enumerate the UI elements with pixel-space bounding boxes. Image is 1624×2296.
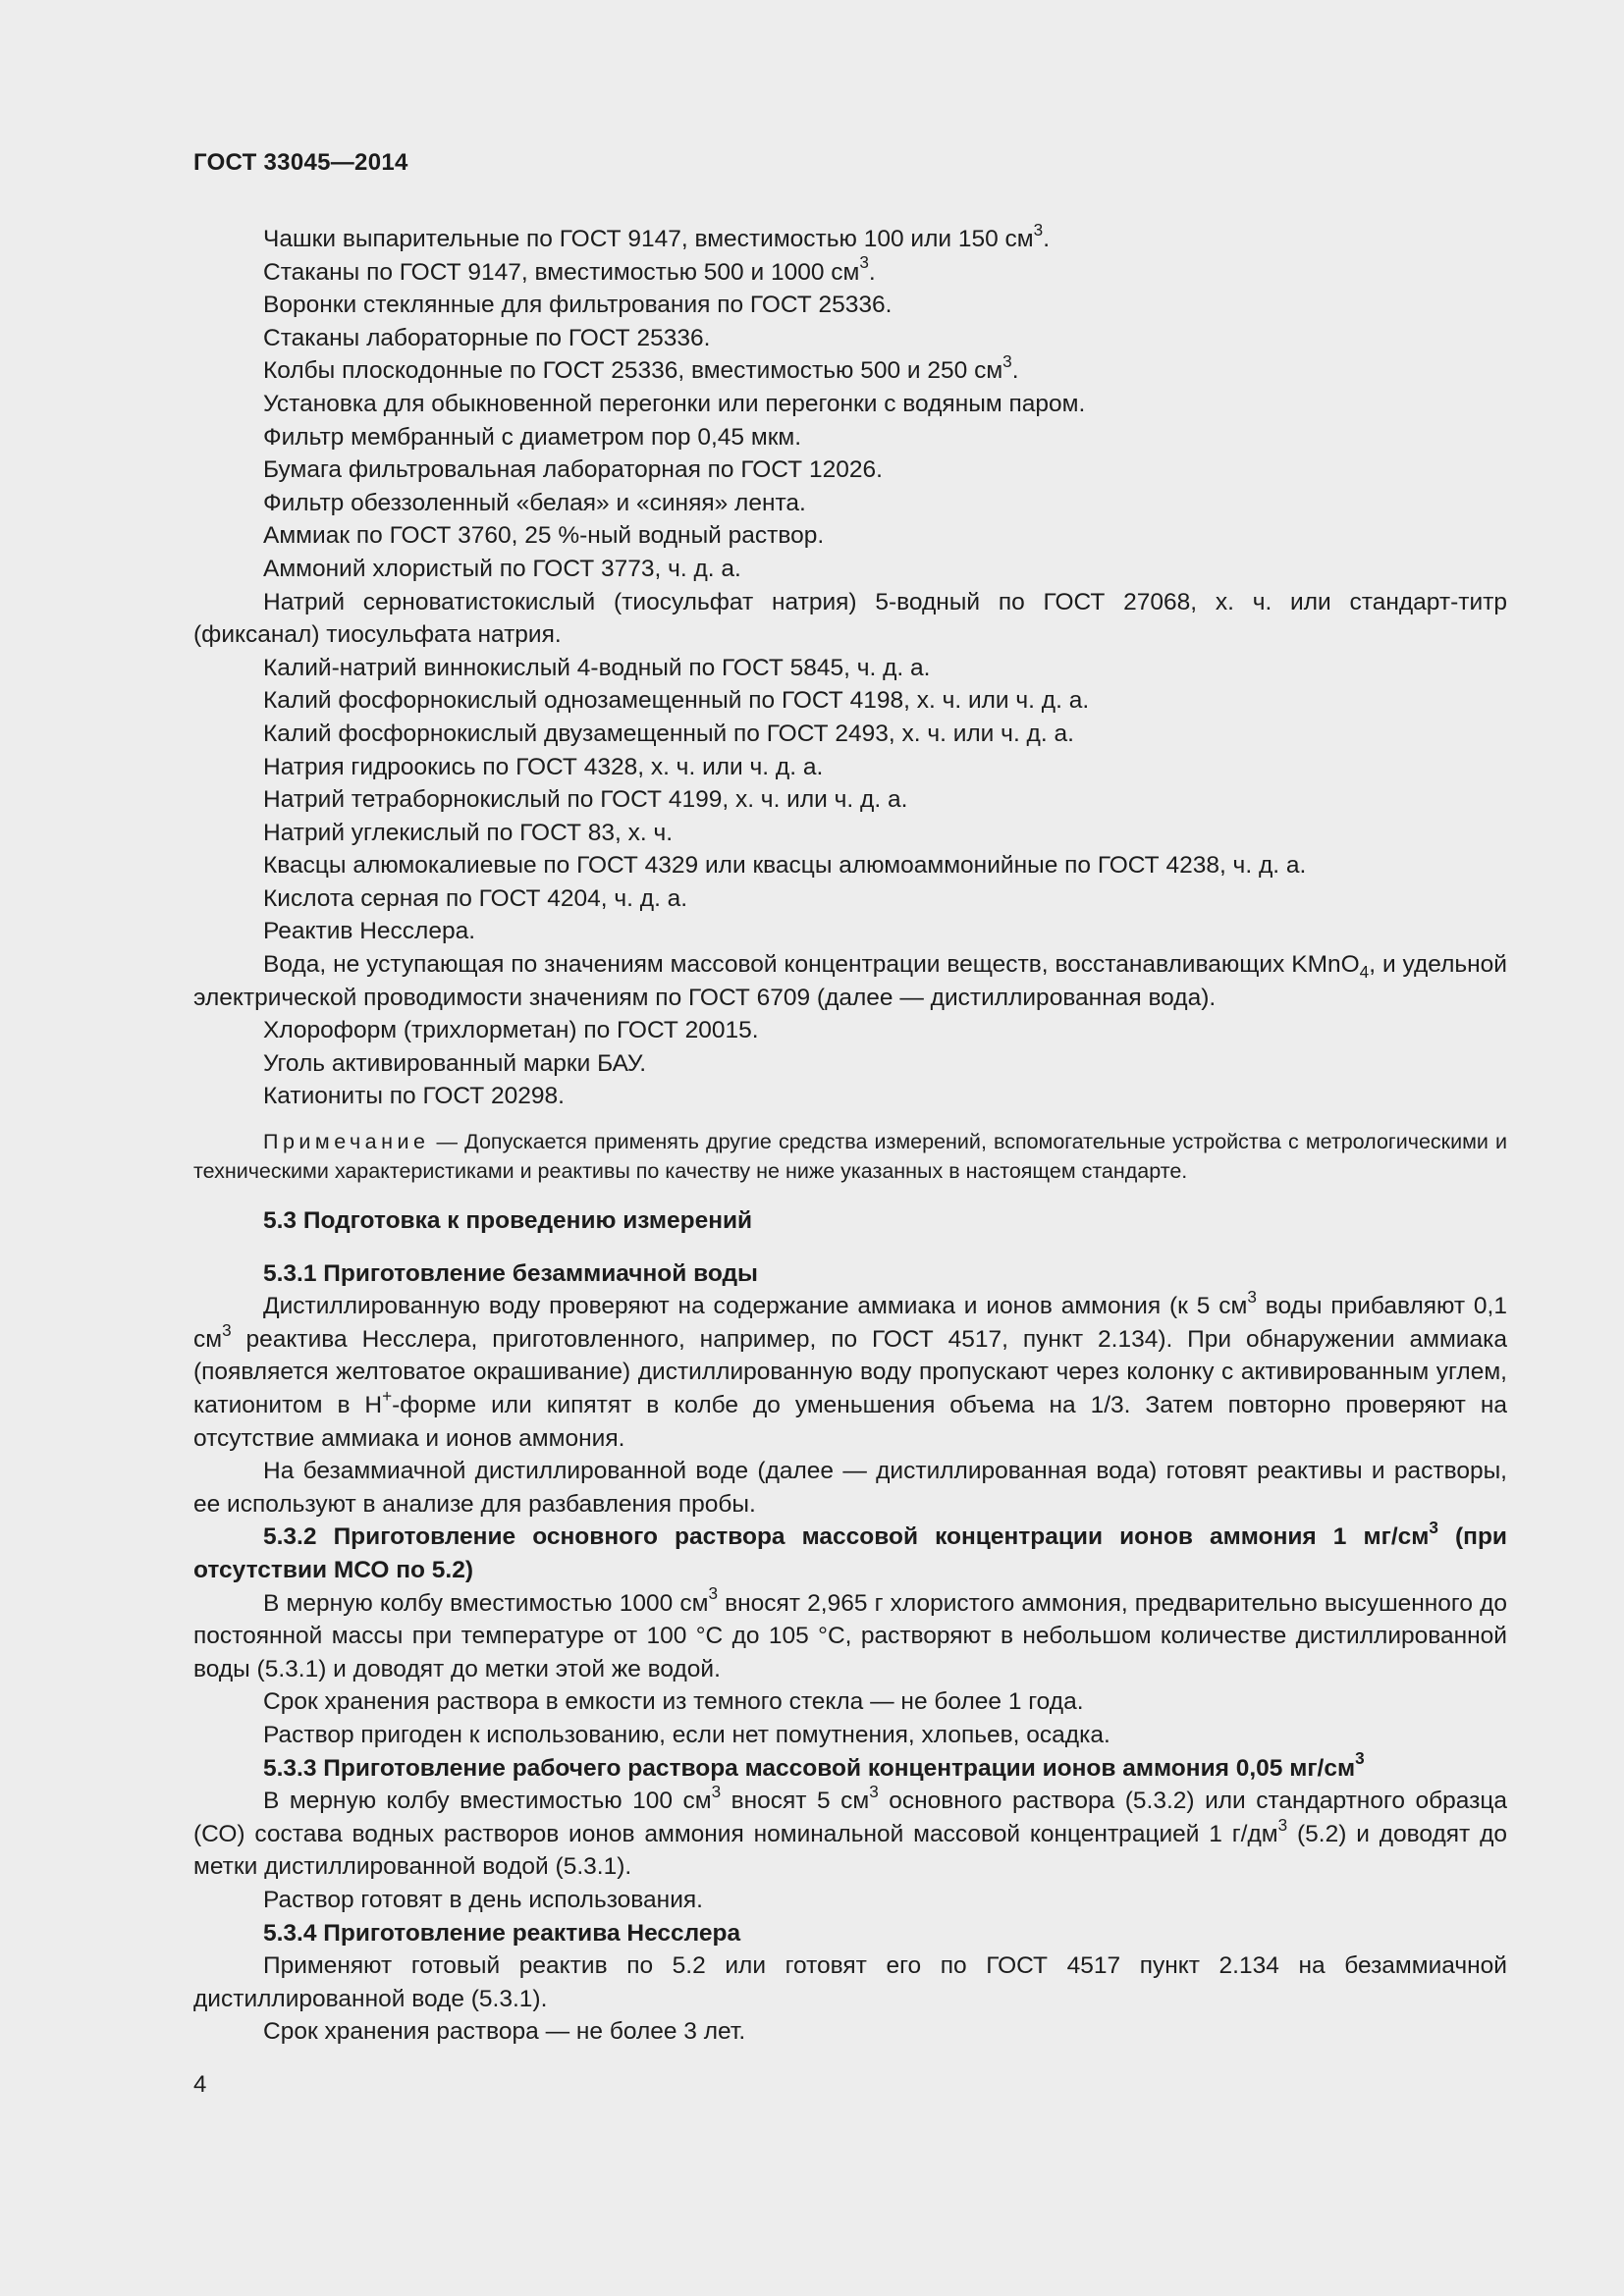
section-heading-5-3-2: 5.3.2 Приготовление основного раствора массовой концентрации ионов аммония 1 $мг/см^3$ (при отсутствии МСО по 5.2) [193, 1518, 1507, 1583]
list-item: Аммоний хлористый по ГОСТ 3773, ч. д. а. [263, 555, 741, 582]
page-number: 4 [193, 2071, 207, 2098]
list-item: Вода, не уступающая по значениям массовой концентрации веществ, восстанавливающих KMnO$_4$, и удельной электрической проводимости значениям по ГОСТ 6709 (далее — дистиллированная вода). [193, 951, 1507, 1011]
list-item: Стаканы по ГОСТ 9147, вместимостью 500 и 1000 $см^3$. [263, 252, 876, 286]
list-item: Стаканы лабораторные по ГОСТ 25336. [263, 324, 711, 351]
list-item: Колбы плоскодонные по ГОСТ 25336, вместимостью 500 и 250 $см^3$. [263, 351, 1019, 385]
section-heading-5-3: 5.3 Подготовка к проведению измерений [263, 1207, 753, 1235]
note-paragraph: Примечание — Допускается применять другие средства измерений, вспомогательные устройства с метрологическими и техническими характеристиками и реактивы по качеству не ниже указанных в настоящем стандарте. [193, 1130, 1507, 1183]
document-header: ГОСТ 33045—2014 [193, 149, 408, 176]
list-item: Хлороформ (трихлорметан) по ГОСТ 20015. [263, 1017, 759, 1044]
list-item: Чашки выпарительные по ГОСТ 9147, вместимостью 100 или 150 $см^3$. [263, 219, 1051, 252]
paragraph: В мерную колбу вместимостью 100 $см^3$ вносят 5 $см^3$ основного раствора (5.3.2) или стандартного образца (СО) состава водных растворов ионов аммония номинальной массовой концентрацией 1 $г/дм^3$ (5.2) и доводят до метки дистиллированной водой (5.3.1). [193, 1781, 1508, 1881]
paragraph: Раствор готовят в день использования. [263, 1886, 703, 1913]
list-item: Реактив Несслера. [263, 918, 476, 945]
list-item: Натрий углекислый по ГОСТ 83, х. ч. [263, 819, 674, 846]
list-item: Калий-натрий виннокислый 4-водный по ГОСТ 5845, ч. д. а. [263, 654, 931, 681]
page-content [193, 219, 1508, 2049]
list-item: Калий фосфорнокислый двузамещенный по ГОСТ 2493, х. ч. или ч. д. а. [263, 720, 1074, 747]
equipment-list [193, 219, 1507, 1113]
list-item: Катиониты по ГОСТ 20298. [263, 1083, 565, 1110]
paragraph: Срок хранения раствора — не более 3 лет. [263, 2018, 746, 2046]
list-item: Установка для обыкновенной перегонки или перегонки с водяным паром. [263, 390, 1086, 417]
note-label: Примечание [263, 1130, 430, 1154]
paragraph: Срок хранения раствора в емкости из темного стекла — не более 1 года. [263, 1688, 1084, 1716]
section-heading-5-3-3: 5.3.3 Приготовление рабочего раствора массовой концентрации ионов аммония 0,05 $мг/см^3$ [263, 1748, 1365, 1782]
section-heading-5-3-4: 5.3.4 Приготовление реактива Несслера [263, 1919, 741, 1947]
paragraph: Применяют готовый реактив по 5.2 или готовят его по ГОСТ 4517 пункт 2.134 на безаммиачной дистиллированной воде (5.3.1). [193, 1952, 1507, 2012]
list-item: Калий фосфорнокислый однозамещенный по ГОСТ 4198, х. ч. или ч. д. а. [263, 687, 1090, 715]
section-heading-5-3-1: 5.3.1 Приготовление безаммиачной воды [263, 1259, 758, 1287]
list-item: Фильтр обеззоленный «белая» и «синяя» лента. [263, 489, 806, 516]
list-item: Кислота серная по ГОСТ 4204, ч. д. а. [263, 884, 688, 912]
list-item: Аммиак по ГОСТ 3760, 25 %-ный водный раствор. [263, 522, 825, 550]
list-item: Натрий серноватистокислый (тиосульфат натрия) 5-водный по ГОСТ 27068, х. ч. или стандарт-титр (фиксанал) тиосульфата натрия. [193, 588, 1507, 649]
paragraph: На безаммиачной дистиллированной воде (далее — дистиллированная вода) готовят реактивы и растворы, ее используют в анализе для разбавления пробы. [193, 1458, 1507, 1518]
list-item: Квасцы алюмокалиевые по ГОСТ 4329 или квасцы алюмоаммонийные по ГОСТ 4238, ч. д. а. [263, 852, 1307, 880]
list-item: Воронки стеклянные для фильтрования по ГОСТ 25336. [263, 292, 893, 319]
list-item: Бумага фильтровальная лабораторная по ГОСТ 12026. [263, 456, 883, 484]
paragraph: Раствор пригоден к использованию, если нет помутнения, хлопьев, осадка. [263, 1721, 1110, 1748]
paragraph: В мерную колбу вместимостью 1000 $см^3$ вносят 2,965 г хлористого аммония, предварительно высушенного до постоянной массы при температуре от 100 °С до 105 °С, растворяют в небольшом количестве дистиллированной воды (5.3.1) и доводят до метки этой же водой. [193, 1583, 1508, 1682]
list-item: Уголь активированный марки БАУ. [263, 1049, 647, 1077]
list-item: Фильтр мембранный с диаметром пор 0,45 мкм. [263, 423, 802, 451]
paragraph: Дистиллированную воду проверяют на содержание аммиака и ионов аммония (к 5 $см^3$ воды прибавляют 0,1 $см^3$ реактива Несслера, приготовленного, например, по ГОСТ 4517, пункт 2.134). При обнаружении аммиака (появляется желтоватое окрашивание) дистиллированную воду пропускают через колонку с активированным углем, катионитом в H+-форме или кипятят в колбе до уменьшения объема на 1/3. Затем повторно проверяют на отсутствие аммиака и ионов аммония. [193, 1287, 1507, 1452]
list-item: Натрий тетраборнокислый по ГОСТ 4199, х. ч. или ч. д. а. [263, 786, 908, 814]
list-item: Натрия гидроокись по ГОСТ 4328, х. ч. или ч. д. а. [263, 753, 824, 780]
